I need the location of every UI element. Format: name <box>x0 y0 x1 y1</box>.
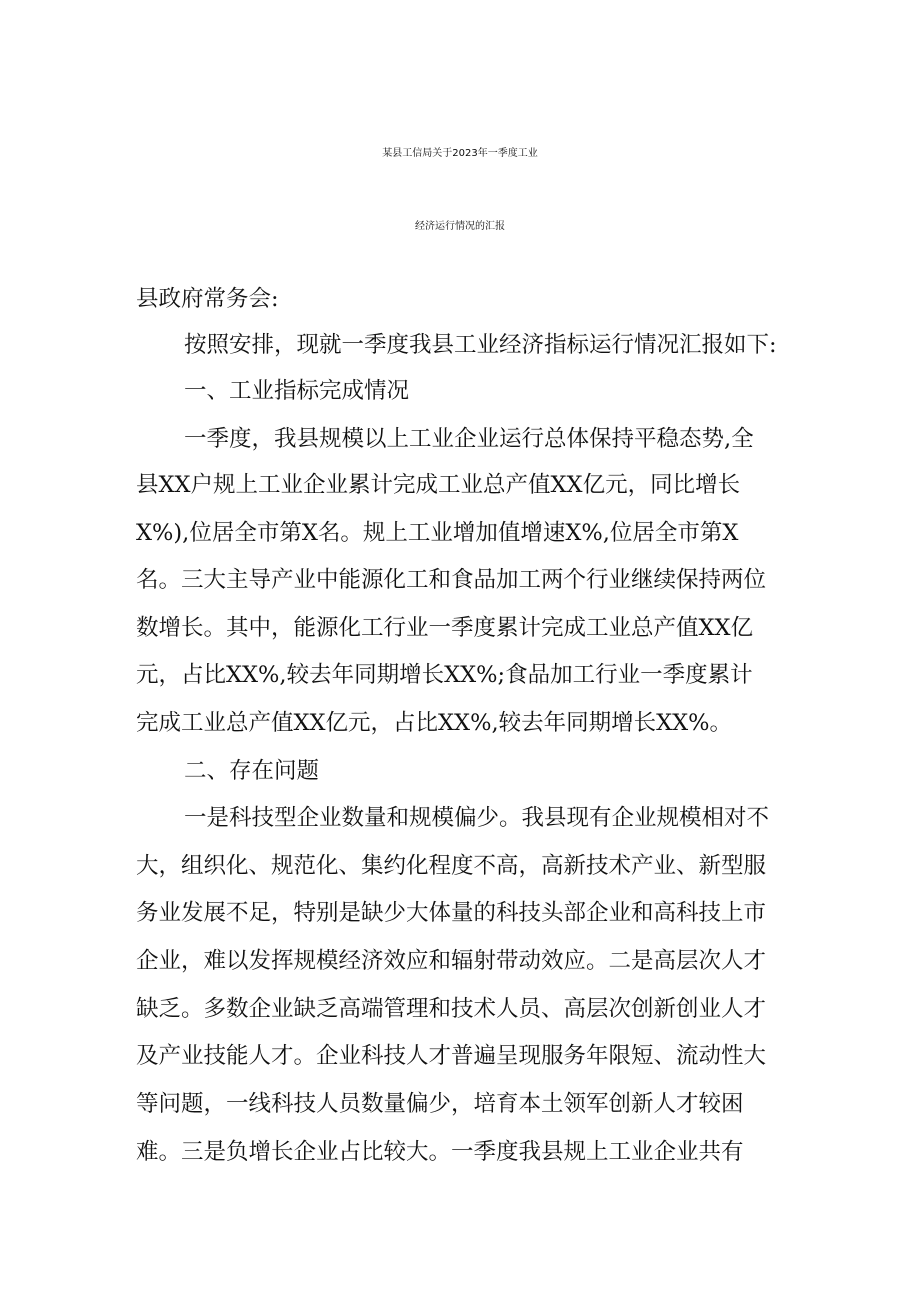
paragraph-line: 大，组织化、规范化、集约化程度不高，高新技术产业、新型服 <box>136 853 767 879</box>
paragraph-line: 企业，难以发挥规模经济效应和辐射带动效应。二是高层次人才 <box>136 948 767 974</box>
paragraph-line: 一季度，我县规模以上工业企业运行总体保持平稳态势,全 <box>184 426 754 452</box>
paragraph-line: 难。三是负增长企业占比较大。一季度我县规上工业企业共有 <box>136 1139 744 1165</box>
paragraph-line: 数增长。其中，能源化工行业一季度累计完成工业总产值XX亿 <box>136 615 754 641</box>
paragraph-line: 一是科技型企业数量和规模偏少。我县现有企业规模相对不 <box>184 805 770 831</box>
paragraph-line: 务业发展不足，特别是缺少大体量的科技头部企业和高科技上市 <box>136 900 767 926</box>
paragraph-line: 完成工业总产值XX亿元，占比XX%,较去年同期增长XX%。 <box>136 710 733 736</box>
paragraph-line: 缺乏。多数企业缺乏高端管理和技术人员、高层次创新创业人才 <box>136 996 767 1022</box>
section-heading-2: 二、存在问题 <box>184 758 320 784</box>
paragraph-line: 元，占比XX%,较去年同期增长XX%;食品加工行业一季度累计 <box>136 662 753 688</box>
paragraph-line: 名。三大主导产业中能源化工和食品加工两个行业继续保持两位 <box>136 567 767 593</box>
salutation: 县政府常务会: <box>136 286 279 312</box>
paragraph-line: 按照安排，现就一季度我县工业经济指标运行情况汇报如下: <box>184 332 777 358</box>
paragraph-line: 县XX户规上工业企业累计完成工业总产值XX亿元，同比增长 <box>136 472 741 498</box>
paragraph-line: 等问题，一线科技人员数量偏少，培育本土领军创新人才较困 <box>136 1091 744 1117</box>
document-title-line-1: 某县工信局关于2023年一季度工业 <box>382 148 538 159</box>
paragraph-line: X%),位居全市第X名。规上工业增加值增速X%,位居全市第X <box>136 520 739 546</box>
section-heading-1: 一、工业指标完成情况 <box>184 378 410 404</box>
document-title-line-2: 经济运行情况的汇报 <box>415 221 505 232</box>
paragraph-line: 及产业技能人才。企业科技人才普遍呈现服务年限短、流动性大 <box>136 1043 767 1069</box>
